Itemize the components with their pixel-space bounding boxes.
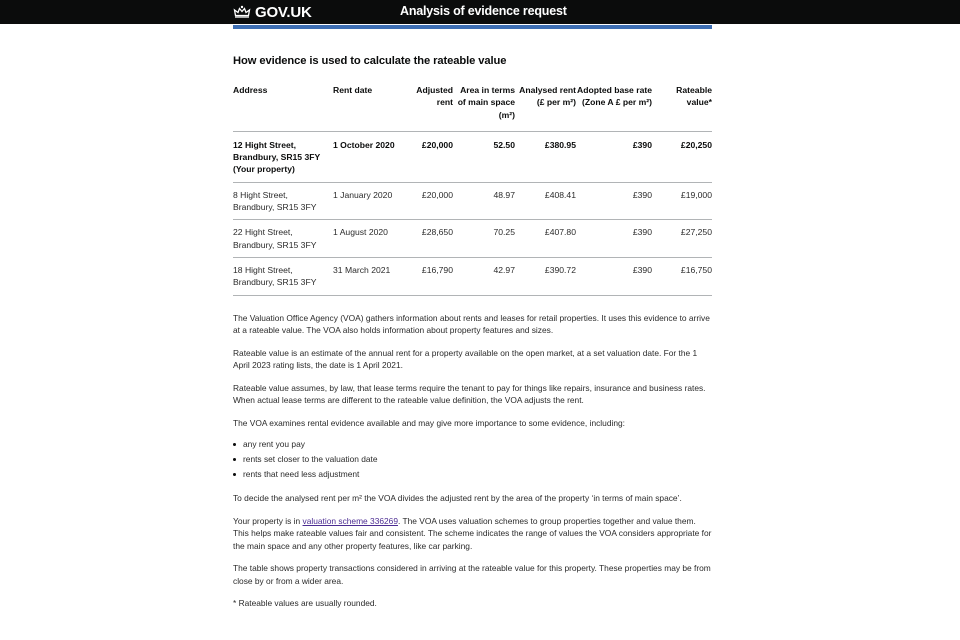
- paragraph-analysed-rent: To decide the analysed rent per m² the VOA divides the adjusted rent by the area of the property ‘in terms of main space’.: [233, 493, 682, 504]
- list-item: [243, 437, 712, 452]
- list-item: [243, 467, 712, 482]
- header-adjusted-rent: Adjusted rent: [411, 84, 453, 131]
- paragraph-valuation-scheme: [233, 515, 712, 553]
- address-line2: Brandbury, SR15 3FY: [233, 277, 317, 288]
- list-item: [243, 452, 712, 467]
- govuk-header: [0, 0, 960, 24]
- cell-rent-date: 1 October 2020: [333, 131, 411, 182]
- scheme-text-before: Your property is in: [233, 515, 303, 526]
- cell-rent-date: 31 March 2021: [333, 257, 411, 295]
- header-accent-bar: [233, 25, 712, 29]
- address-line1: 22 Hight Street,: [233, 227, 293, 238]
- cell-area: 52.50: [453, 131, 515, 182]
- list-item-text: rents set closer to the valuation date: [243, 454, 378, 465]
- header-rateable-value: Rateable value*: [652, 84, 712, 131]
- address-line2: Brandbury, SR15 3FY: [233, 152, 321, 163]
- cell-rateable-value: £19,000: [652, 182, 712, 220]
- cell-analysed-rent: £407.80: [515, 220, 576, 258]
- address-line2: Brandbury, SR15 3FY: [233, 202, 317, 213]
- cell-rateable-value: £20,250: [652, 131, 712, 182]
- header-area: Area in terms of main space (m²): [453, 84, 515, 131]
- header-base-rate: Adopted base rate (Zone A £ per m²): [576, 84, 652, 131]
- address-line1: 18 Hight Street,: [233, 264, 293, 275]
- cell-adjusted-rent: £28,650: [411, 220, 453, 258]
- page-heading: How evidence is used to calculate the rateable value: [233, 55, 507, 67]
- cell-address: [233, 131, 333, 182]
- cell-analysed-rent: £390.72: [515, 257, 576, 295]
- paragraph-voa-gathers: The Valuation Office Agency (VOA) gathers information about rents and leases for retail properties. It uses this evidence to arrive at a rateable value. The VOA also holds information about property features and sizes.: [233, 312, 710, 336]
- evidence-importance-list: [233, 437, 712, 482]
- cell-address: [233, 182, 333, 220]
- cell-rateable-value: £16,750: [652, 257, 712, 295]
- paragraph-voa-examines: The VOA examines rental evidence available and may give more importance to some evidence, including:: [233, 417, 625, 428]
- cell-adjusted-rent: £16,790: [411, 257, 453, 295]
- table-row-your-property: [233, 131, 712, 182]
- your-property-note: (Your property): [233, 164, 295, 175]
- cell-adjusted-rent: £20,000: [411, 131, 453, 182]
- header-container: [233, 0, 712, 24]
- paragraph-lease-terms: Rateable value assumes, by law, that lease terms require the tenant to pay for things like repairs, insurance and business rates. When actual lease terms are different to the rateable value definition, the VOA adjusts the rent.: [233, 382, 706, 406]
- paragraph-table-explanation: The table shows property transactions considered in arriving at the rateable value for this property. These properties may be from close by or from a wider area.: [233, 563, 711, 586]
- cell-adjusted-rent: £20,000: [411, 182, 453, 220]
- header-rent-date: Rent date: [333, 84, 411, 131]
- cell-rent-date: 1 August 2020: [333, 220, 411, 258]
- cell-base-rate: £390: [576, 182, 652, 220]
- footnote-rounding: * Rateable values are usually rounded.: [233, 598, 377, 609]
- cell-analysed-rent: £380.95: [515, 131, 576, 182]
- main-content: [233, 55, 712, 610]
- crown-icon: [233, 5, 251, 19]
- bullet-icon: [233, 458, 236, 461]
- service-name[interactable]: Analysis of evidence request: [400, 4, 567, 18]
- table-row: [233, 182, 712, 220]
- bullet-icon: [233, 443, 236, 446]
- bullet-icon: [233, 473, 236, 476]
- header-address: Address: [233, 84, 333, 131]
- list-item-text: any rent you pay: [243, 439, 305, 450]
- cell-rent-date: 1 January 2020: [333, 182, 411, 220]
- evidence-table: [233, 84, 712, 296]
- paragraph-rateable-value-definition: Rateable value is an estimate of the annual rent for a property available on the open market, at a set valuation date. For the 1 April 2023 rating lists, the date is 1 April 2021.: [233, 347, 698, 371]
- address-line1: 12 Hight Street,: [233, 139, 297, 150]
- cell-base-rate: £390: [576, 220, 652, 258]
- header-analysed-rent: Analysed rent (£ per m²): [515, 84, 576, 131]
- address-line2: Brandbury, SR15 3FY: [233, 239, 317, 250]
- address-line1: 8 Hight Street,: [233, 189, 288, 200]
- table-row: [233, 257, 712, 295]
- cell-rateable-value: £27,250: [652, 220, 712, 258]
- cell-area: 70.25: [453, 220, 515, 258]
- table-header-row: [233, 84, 712, 131]
- cell-area: 48.97: [453, 182, 515, 220]
- cell-base-rate: £390: [576, 257, 652, 295]
- cell-analysed-rent: £408.41: [515, 182, 576, 220]
- list-item-text: rents that need less adjustment: [243, 469, 360, 480]
- scheme-text-after: . The VOA uses valuation schemes to group properties together and value them. This helps make rateable values fair and consistent. The scheme indicates the range of values the VOA considers appropriate for the main space and any other property features, like car parking.: [233, 515, 712, 551]
- cell-base-rate: £390: [576, 131, 652, 182]
- table-row: [233, 220, 712, 258]
- govuk-logo-link[interactable]: [233, 3, 312, 21]
- valuation-scheme-link[interactable]: valuation scheme 336269: [302, 515, 398, 526]
- cell-address: [233, 257, 333, 295]
- cell-address: [233, 220, 333, 258]
- cell-area: 42.97: [453, 257, 515, 295]
- logo-text: GOV.UK: [255, 3, 312, 21]
